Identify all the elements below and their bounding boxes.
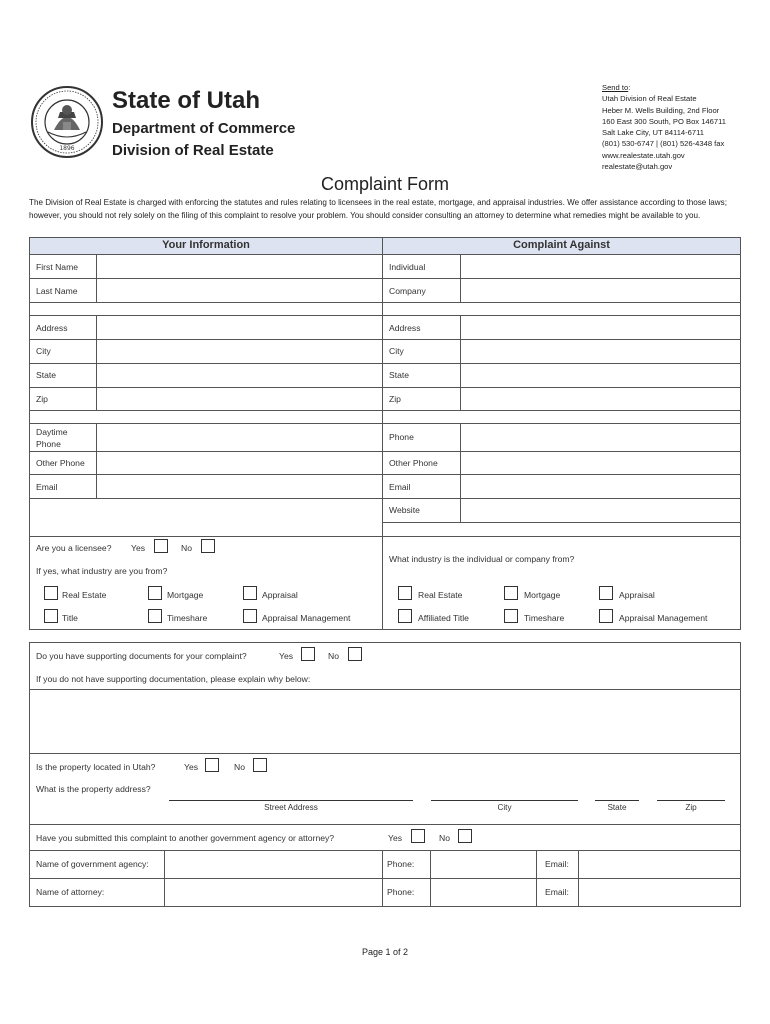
docs-question: Do you have supporting documents for your complaint?: [36, 651, 247, 661]
attorney-email-label: Email:: [545, 887, 569, 897]
against-affiliated-title-label: Affiliated Title: [418, 613, 469, 623]
licensee-yes-checkbox[interactable]: [154, 539, 168, 553]
send-to-line: Salt Lake City, UT 84114-6711: [602, 128, 705, 138]
complaint-against-heading: Complaint Against: [383, 238, 740, 254]
company-label: Company: [389, 286, 426, 296]
against-industry-question: What industry is the individual or company from?: [389, 554, 575, 564]
against-phone-field[interactable]: [461, 424, 740, 451]
docs-no-checkbox[interactable]: [348, 647, 362, 661]
submitted-yes-label: Yes: [388, 833, 403, 843]
against-mortgage-label: Mortgage: [524, 590, 561, 600]
property-zip-line[interactable]: [657, 800, 725, 801]
street-address-caption: Street Address: [264, 803, 318, 812]
property-address-question: What is the property address?: [36, 784, 151, 794]
address-field[interactable]: [97, 316, 382, 339]
state-label: State: [36, 370, 57, 380]
property-city-line[interactable]: [431, 800, 578, 801]
agency-email-label: Email:: [545, 859, 569, 869]
first-name-field[interactable]: [97, 255, 382, 278]
daytime-phone-label: Daytime Phone: [36, 427, 68, 449]
against-address-field[interactable]: [461, 316, 740, 339]
against-state-label: State: [389, 370, 410, 380]
street-address-line[interactable]: [169, 800, 413, 801]
against-appraisal-checkbox[interactable]: [599, 586, 613, 600]
attorney-name-field[interactable]: [165, 879, 382, 906]
against-timeshare-checkbox[interactable]: [504, 609, 518, 623]
your-real-estate-label: Real Estate: [62, 590, 107, 600]
licensee-yes-label: Yes: [131, 543, 146, 553]
docs-explain-label: If you do not have supporting documentation, please explain why below:: [36, 674, 311, 684]
against-address-label: Address: [389, 323, 421, 333]
property-yes-checkbox[interactable]: [205, 758, 219, 772]
against-website-field[interactable]: [461, 499, 740, 522]
attorney-phone-field[interactable]: [431, 879, 536, 906]
seal-year-text: 1896: [59, 145, 75, 152]
against-email-field[interactable]: [461, 475, 740, 498]
licensee-no-checkbox[interactable]: [201, 539, 215, 553]
send-to-block: Send to: Utah Division of Real Estate Heber M. Wells Building, 2nd Floor 160 East 300 South, PO Box 146711 Salt Lake City, UT 84114-6711 (801) 530-6747 | (801) 526-4348 fax www.realestate.utah.gov realestate@utah.gov: [602, 83, 726, 172]
city-field[interactable]: [97, 340, 382, 363]
send-to-line: (801) 530-6747 | (801) 526-4348 fax: [602, 139, 725, 149]
against-other-phone-field[interactable]: [461, 452, 740, 474]
division-name: Division of Real Estate: [112, 142, 274, 159]
licensee-question: Are you a licensee?: [36, 543, 112, 553]
state-title: State of Utah: [112, 87, 261, 114]
property-question: Is the property located in Utah?: [36, 762, 156, 772]
city-label: City: [36, 346, 51, 356]
against-zip-field[interactable]: [461, 388, 740, 410]
attorney-name-label: Name of attorney:: [36, 887, 105, 897]
against-appraisal-mgmt-checkbox[interactable]: [599, 609, 613, 623]
agency-phone-field[interactable]: [431, 851, 536, 878]
against-state-field[interactable]: [461, 364, 740, 387]
state-seal-logo: [30, 84, 104, 160]
individual-label: Individual: [389, 262, 426, 272]
your-real-estate-checkbox[interactable]: [44, 586, 58, 600]
agency-email-field[interactable]: [579, 851, 740, 878]
your-appraisal-label: Appraisal: [262, 590, 298, 600]
form-title: Complaint Form: [320, 174, 450, 194]
first-name-label: First Name: [36, 262, 79, 272]
zip-label: Zip: [36, 394, 48, 404]
other-phone-field[interactable]: [97, 452, 382, 474]
against-website-label: Website: [389, 505, 420, 515]
property-no-label: No: [234, 762, 245, 772]
agency-phone-label: Phone:: [387, 859, 415, 869]
send-to-website: www.realestate.utah.gov: [602, 150, 685, 160]
licensee-no-label: No: [181, 543, 192, 553]
other-phone-label: Other Phone: [36, 458, 85, 468]
your-title-label: Title: [62, 613, 78, 623]
intro-paragraph: The Division of Real Estate is charged with enforcing the statutes and rules relating to licensees in the real estate, mortgage, and appraisal industries. We offer assistance according to those laws; however, you should not rely solely on the filing of this complaint to resolve your problem. You should consider consulting an attorney to determine what remedies might be available to you.: [29, 198, 727, 220]
submitted-no-label: No: [439, 833, 450, 843]
docs-yes-label: Yes: [279, 651, 294, 661]
agency-name-label: Name of government agency:: [36, 859, 149, 869]
property-zip-caption: Zip: [685, 803, 697, 812]
property-state-line[interactable]: [595, 800, 639, 801]
against-city-field[interactable]: [461, 340, 740, 363]
property-state-caption: State: [607, 803, 627, 812]
against-other-phone-label: Other Phone: [389, 458, 438, 468]
page-number: Page 1 of 2: [361, 947, 409, 957]
send-to-email: realestate@utah.gov: [602, 162, 673, 172]
send-to-line: 160 East 300 South, PO Box 146711: [602, 116, 726, 126]
your-info-heading: Your Information: [30, 238, 382, 254]
against-affiliated-title-checkbox[interactable]: [398, 609, 412, 623]
against-mortgage-checkbox[interactable]: [504, 586, 518, 600]
agency-name-field[interactable]: [165, 851, 382, 878]
property-city-caption: City: [497, 803, 512, 812]
last-name-label: Last Name: [36, 286, 78, 296]
against-email-label: Email: [389, 482, 411, 492]
your-mortgage-label: Mortgage: [167, 590, 204, 600]
your-title-checkbox[interactable]: [44, 609, 58, 623]
your-appraisal-mgmt-label: Appraisal Management: [262, 613, 351, 623]
against-phone-label: Phone: [389, 432, 414, 442]
against-appraisal-label: Appraisal: [619, 590, 655, 600]
your-timeshare-label: Timeshare: [167, 613, 208, 623]
docs-no-label: No: [328, 651, 339, 661]
submitted-yes-checkbox[interactable]: [411, 829, 425, 843]
department-name: Department of Commerce: [112, 120, 296, 137]
against-real-estate-checkbox[interactable]: [398, 586, 412, 600]
docs-yes-checkbox[interactable]: [301, 647, 315, 661]
state-field[interactable]: [97, 364, 382, 387]
send-to-label: Send to: [602, 83, 629, 92]
address-label: Address: [36, 323, 68, 333]
your-appraisal-checkbox[interactable]: [243, 586, 257, 600]
submitted-question: Have you submitted this complaint to another government agency or attorney?: [36, 833, 335, 843]
attorney-phone-label: Phone:: [387, 887, 415, 897]
individual-field[interactable]: [461, 255, 740, 278]
against-zip-label: Zip: [389, 394, 401, 404]
against-appraisal-mgmt-label: Appraisal Management: [619, 613, 708, 623]
daytime-phone-field[interactable]: [97, 424, 382, 451]
last-name-field[interactable]: [97, 279, 382, 302]
zip-field[interactable]: [97, 388, 382, 410]
docs-explanation-field[interactable]: [30, 690, 740, 753]
against-city-label: City: [389, 346, 404, 356]
your-appraisal-mgmt-checkbox[interactable]: [243, 609, 257, 623]
property-yes-label: Yes: [184, 762, 199, 772]
property-no-checkbox[interactable]: [253, 758, 267, 772]
against-timeshare-label: Timeshare: [524, 613, 565, 623]
your-timeshare-checkbox[interactable]: [148, 609, 162, 623]
company-field[interactable]: [461, 279, 740, 302]
send-to-line: Heber M. Wells Building, 2nd Floor: [602, 105, 720, 115]
submitted-no-checkbox[interactable]: [458, 829, 472, 843]
email-field[interactable]: [97, 475, 382, 498]
send-to-line: Utah Division of Real Estate: [602, 94, 697, 104]
your-mortgage-checkbox[interactable]: [148, 586, 162, 600]
email-label: Email: [36, 482, 58, 492]
against-real-estate-label: Real Estate: [418, 590, 463, 600]
industry-question: If yes, what industry are you from?: [36, 566, 168, 576]
attorney-email-field[interactable]: [579, 879, 740, 906]
